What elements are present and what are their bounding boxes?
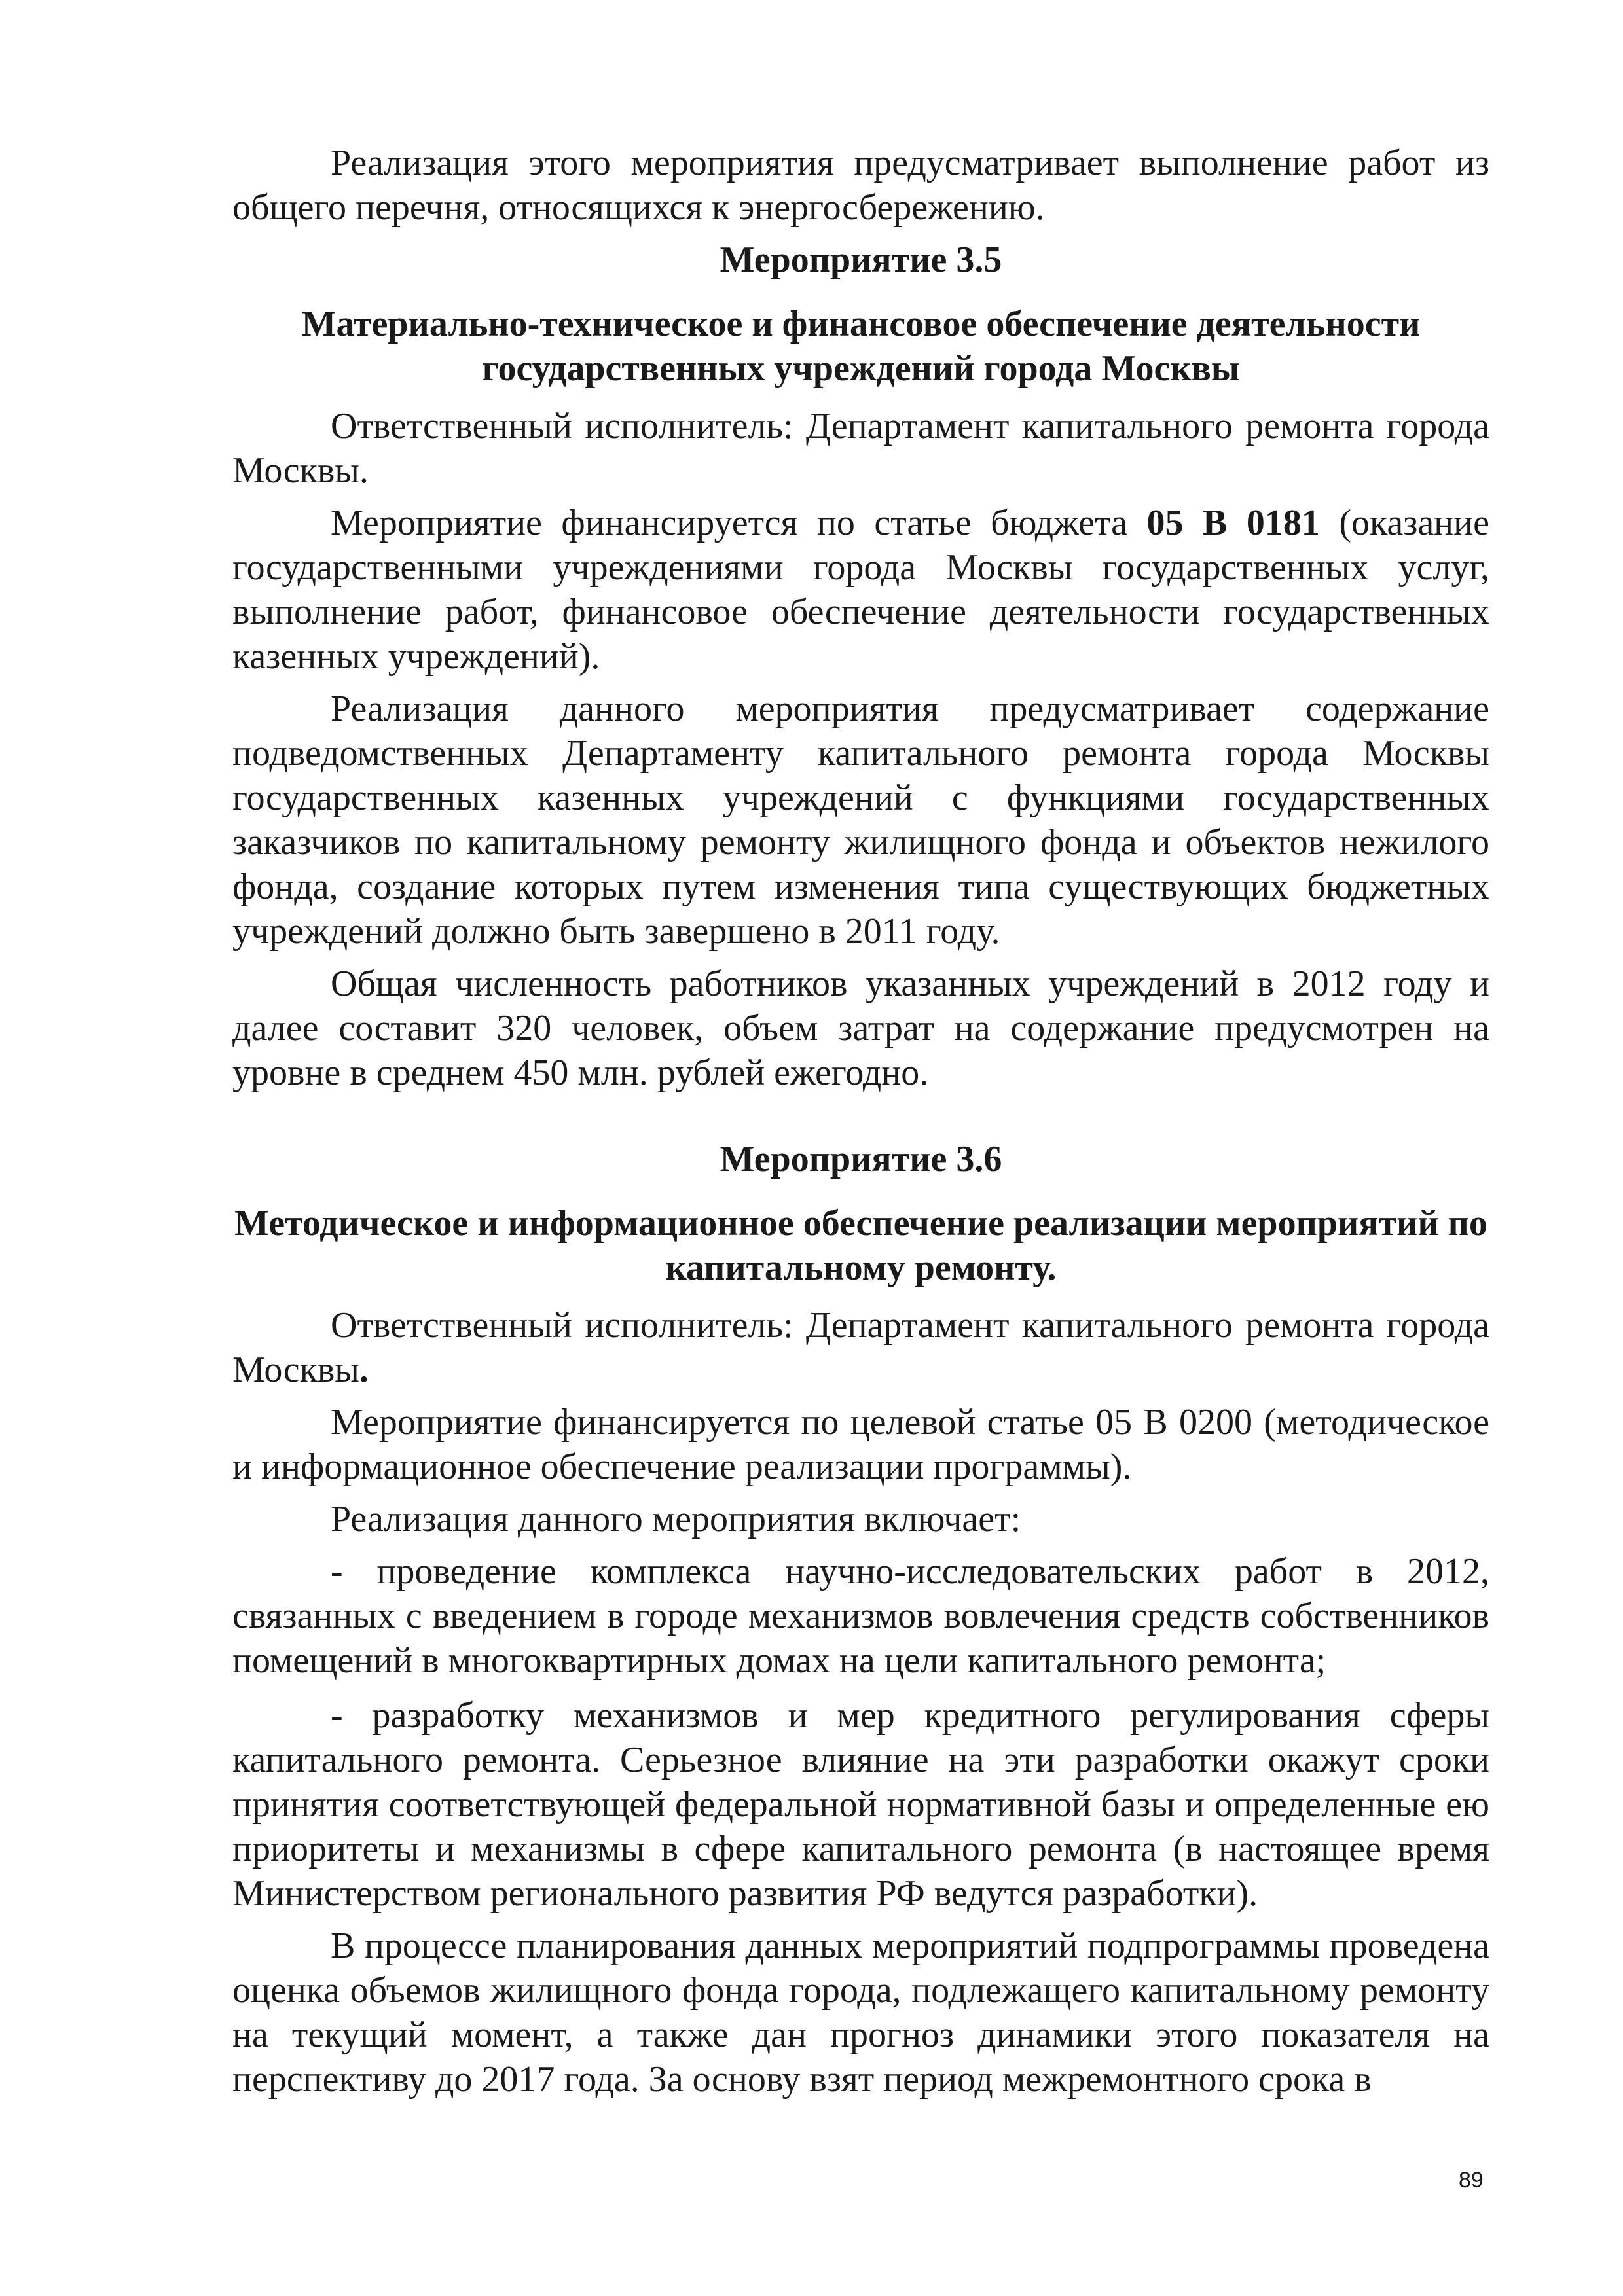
responsible-period: . [359, 1350, 369, 1390]
measure-3-5-title: Материально-техническое и финансовое обеспечение деятельности государственных учреждений города Москвы [301, 304, 1421, 389]
measure-3-6-includes: Реализация данного мероприятия включает: [331, 1499, 1021, 1539]
measure-3-5-headcount: Общая численность работников указанных учреждений в 2012 году и далее составит 320 человек, объем затрат на содержание предусмотрен на уровне в среднем 450 млн. рублей ежегодно. [232, 963, 1489, 1093]
measure-3-6-financing: Мероприятие финансируется по целевой статье 05 В 0200 (методическое и информационное обеспечение реализации программы). [232, 1402, 1489, 1487]
measure-3-6-number: Мероприятие 3.6 [720, 1139, 1002, 1179]
list-item-credit-mechanisms: - разработку механизмов и мер кредитного регулирования сферы капитального ремонта. Серьезное влияние на эти разработки окажут сроки принятия соответствующей федеральной нормативной базы и определенные ею приоритеты и механизмы в сфере капитального ремонта (в настоящее время Министерством регионального развития РФ ведутся разработки). [232, 1695, 1489, 1914]
document-page [232, 141, 1489, 2109]
measure-3-6-planning: В процессе планирования данных мероприятий подпрограммы проведена оценка объемов жилищного фонда города, подлежащего капитальному ремонту на текущий момент, а также дан прогноз динамики этого показателя на перспективу до 2017 года. За основу взят период межремонтного срока в [232, 1926, 1489, 2100]
list-dash: - [331, 1551, 343, 1592]
measure-3-5-implementation: Реализация данного мероприятия предусматривает содержание подведомственных Департаменту капитального ремонта города Москвы государственных казенных учреждений с функциями государственных заказчиков по капитальному ремонту жилищного фонда и объектов нежилого фонда, создание которых путем изменения типа существующих бюджетных учреждений должно быть завершено в 2011 году. [232, 689, 1489, 952]
page-number: 89 [1459, 2168, 1484, 2193]
list-item-research-text: проведение комплекса научно-исследовательских работ в 2012, связанных с введением в городе механизмов вовлечения средств собственников помещений в многоквартирных домах на цели капитального ремонта; [232, 1551, 1489, 1681]
budget-code: 05 В 0181 [1146, 503, 1320, 543]
measure-3-5-number: Мероприятие 3.5 [720, 240, 1002, 280]
measure-3-6-responsible [232, 1303, 1489, 1392]
measure-3-5-responsible: Ответственный исполнитель: Департамент капитального ремонта города Москвы. [232, 406, 1489, 491]
financing-text-after: (оказание государственными учреждениями города Москвы государственных услуг, выполнение работ, финансовое обеспечение деятельности государственных казенных учреждений). [232, 503, 1489, 677]
measure-3-6-title: Методическое и информационное обеспечение реализации мероприятий по капитальному ремонту. [234, 1203, 1487, 1288]
intro-paragraph: Реализация этого мероприятия предусматривает выполнение работ из общего перечня, относящихся к энергосбережению. [232, 143, 1489, 228]
financing-text-before: Мероприятие финансируется по статье бюджета [331, 503, 1147, 543]
responsible-text: Ответственный исполнитель: Департамент капитального ремонта города Москвы [232, 1305, 1489, 1390]
list-item-research [232, 1549, 1489, 1683]
measure-3-5-financing [232, 501, 1489, 679]
